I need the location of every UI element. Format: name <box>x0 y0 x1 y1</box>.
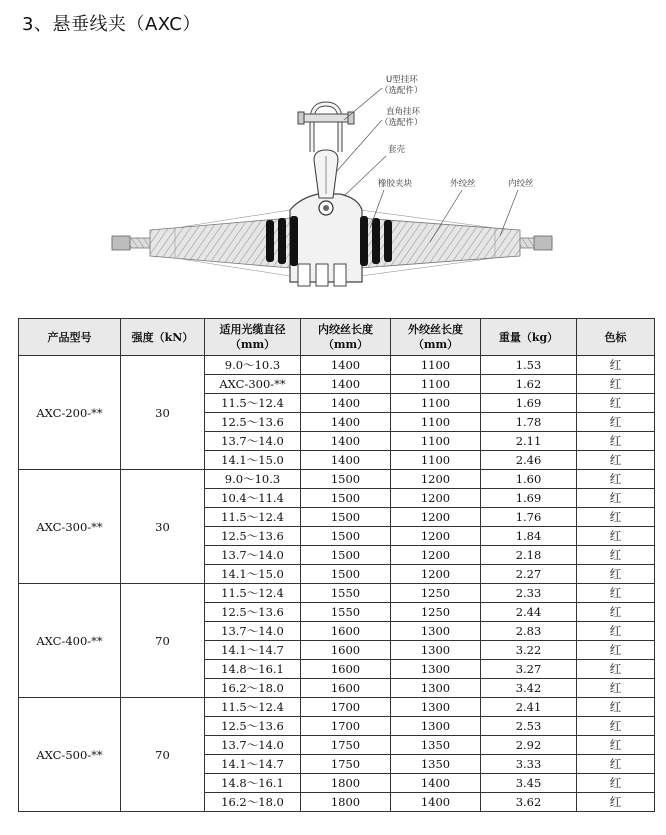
cell-color: 红 <box>577 394 655 413</box>
cell-diameter: 13.7～14.0 <box>205 622 301 641</box>
cell-weight: 3.22 <box>481 641 577 660</box>
table-body <box>19 356 655 812</box>
cell-weight: 2.18 <box>481 546 577 565</box>
cell-outer-length: 1400 <box>391 793 481 812</box>
cell-color: 红 <box>577 451 655 470</box>
cell-inner-length: 1400 <box>301 356 391 375</box>
cell-diameter: 11.5～12.4 <box>205 508 301 527</box>
cell-weight: 3.62 <box>481 793 577 812</box>
label-rubber-insert: 橡胶夹块 <box>378 179 413 189</box>
cell-diameter: 11.5～12.4 <box>205 394 301 413</box>
cell-color: 红 <box>577 698 655 717</box>
cell-inner-length: 1750 <box>301 736 391 755</box>
table-row <box>19 470 655 489</box>
cell-inner-length: 1600 <box>301 679 391 698</box>
cell-color: 红 <box>577 679 655 698</box>
cell-weight: 2.44 <box>481 603 577 622</box>
cell-diameter: 11.5～12.4 <box>205 584 301 603</box>
cell-outer-length: 1100 <box>391 432 481 451</box>
cell-color: 红 <box>577 527 655 546</box>
table-row <box>19 698 655 717</box>
cell-model: AXC-500-** <box>19 698 121 812</box>
cell-inner-length: 1550 <box>301 603 391 622</box>
cell-outer-length: 1250 <box>391 584 481 603</box>
cell-color: 红 <box>577 508 655 527</box>
cell-inner-length: 1500 <box>301 489 391 508</box>
cell-outer-length: 1300 <box>391 622 481 641</box>
cell-color: 红 <box>577 413 655 432</box>
header-outer-length: 外绞丝长度（mm） <box>391 319 481 356</box>
u-shackle <box>298 104 354 152</box>
cell-color: 红 <box>577 717 655 736</box>
cell-inner-length: 1600 <box>301 660 391 679</box>
cell-inner-length: 1600 <box>301 622 391 641</box>
cell-diameter: 11.5～12.4 <box>205 698 301 717</box>
table-row <box>19 356 655 375</box>
cell-diameter: 14.8～16.1 <box>205 774 301 793</box>
cell-weight: 3.45 <box>481 774 577 793</box>
cell-inner-length: 1500 <box>301 508 391 527</box>
cell-diameter: 12.5～13.6 <box>205 527 301 546</box>
cell-weight: 1.76 <box>481 508 577 527</box>
cell-color: 红 <box>577 774 655 793</box>
cell-inner-length: 1700 <box>301 717 391 736</box>
cell-diameter: 13.7～14.0 <box>205 546 301 565</box>
cell-strength: 70 <box>121 698 205 812</box>
cell-color: 红 <box>577 489 655 508</box>
cell-diameter: 16.2～18.0 <box>205 793 301 812</box>
cell-weight: 1.53 <box>481 356 577 375</box>
cell-weight: 1.69 <box>481 489 577 508</box>
cell-outer-length: 1300 <box>391 717 481 736</box>
cell-weight: 1.84 <box>481 527 577 546</box>
cell-outer-length: 1300 <box>391 660 481 679</box>
cell-diameter: 16.2～18.0 <box>205 679 301 698</box>
cell-inner-length: 1500 <box>301 527 391 546</box>
cell-weight: 1.69 <box>481 394 577 413</box>
suspension-clamp-diagram <box>0 60 666 310</box>
cell-weight: 2.92 <box>481 736 577 755</box>
cell-inner-length: 1400 <box>301 394 391 413</box>
cell-color: 红 <box>577 356 655 375</box>
cell-color: 红 <box>577 584 655 603</box>
cell-diameter: 13.7～14.0 <box>205 432 301 451</box>
header-weight: 重量（kg） <box>481 319 577 356</box>
cell-color: 红 <box>577 546 655 565</box>
cell-strength: 30 <box>121 470 205 584</box>
label-inner-rod: 内绞丝 <box>508 179 534 189</box>
cell-weight: 3.27 <box>481 660 577 679</box>
cell-outer-length: 1200 <box>391 546 481 565</box>
cell-outer-length: 1200 <box>391 565 481 584</box>
cell-model: AXC-400-** <box>19 584 121 698</box>
cell-diameter: 14.1～15.0 <box>205 451 301 470</box>
cell-outer-length: 1250 <box>391 603 481 622</box>
cell-weight: 1.60 <box>481 470 577 489</box>
cell-outer-length: 1300 <box>391 679 481 698</box>
label-outer-rod: 外绞丝 <box>450 179 476 189</box>
cell-weight: 1.62 <box>481 375 577 394</box>
cell-diameter: 10.4～11.4 <box>205 489 301 508</box>
cell-diameter: 9.0～10.3 <box>205 356 301 375</box>
cell-strength: 30 <box>121 356 205 470</box>
cell-inner-length: 1700 <box>301 698 391 717</box>
label-housing: 套壳 <box>388 145 406 155</box>
cell-inner-length: 1400 <box>301 375 391 394</box>
cell-weight: 2.46 <box>481 451 577 470</box>
cell-color: 红 <box>577 375 655 394</box>
cell-outer-length: 1100 <box>391 451 481 470</box>
header-model: 产品型号 <box>19 319 121 356</box>
cell-inner-length: 1750 <box>301 755 391 774</box>
cell-diameter: 12.5～13.6 <box>205 603 301 622</box>
cell-outer-length: 1100 <box>391 356 481 375</box>
cell-diameter: 14.1～14.7 <box>205 641 301 660</box>
cell-outer-length: 1400 <box>391 774 481 793</box>
cell-outer-length: 1350 <box>391 755 481 774</box>
cell-outer-length: 1300 <box>391 698 481 717</box>
header-diameter: 适用光缆直径（mm） <box>205 319 301 356</box>
cell-weight: 2.53 <box>481 717 577 736</box>
cell-diameter: 14.8～16.1 <box>205 660 301 679</box>
cell-inner-length: 1400 <box>301 413 391 432</box>
header-color: 色标 <box>577 319 655 356</box>
label-right-angle-ring: 直角挂环 <box>386 107 421 117</box>
cell-weight: 1.78 <box>481 413 577 432</box>
cell-color: 红 <box>577 660 655 679</box>
label-u-ring-optional: （选配件） <box>380 86 423 96</box>
cell-outer-length: 1200 <box>391 489 481 508</box>
cell-outer-length: 1100 <box>391 375 481 394</box>
cell-outer-length: 1350 <box>391 736 481 755</box>
cell-color: 红 <box>577 736 655 755</box>
cell-diameter: AXC-300-** <box>205 375 301 394</box>
cell-outer-length: 1200 <box>391 508 481 527</box>
cell-inner-length: 1800 <box>301 774 391 793</box>
cell-color: 红 <box>577 622 655 641</box>
page-title: 3、悬垂线夹（AXC） <box>22 14 201 35</box>
cell-model: AXC-300-** <box>19 470 121 584</box>
cell-diameter: 13.7～14.0 <box>205 736 301 755</box>
cell-color: 红 <box>577 432 655 451</box>
spec-table <box>18 318 655 812</box>
cell-weight: 2.11 <box>481 432 577 451</box>
table-header-row <box>19 319 655 356</box>
cell-inner-length: 1600 <box>301 641 391 660</box>
cell-inner-length: 1500 <box>301 470 391 489</box>
cell-color: 红 <box>577 641 655 660</box>
cell-weight: 3.42 <box>481 679 577 698</box>
cell-weight: 3.33 <box>481 755 577 774</box>
table-row <box>19 584 655 603</box>
cell-color: 红 <box>577 755 655 774</box>
cell-weight: 2.33 <box>481 584 577 603</box>
cell-inner-length: 1550 <box>301 584 391 603</box>
label-right-angle-ring-optional: （选配件） <box>380 118 423 128</box>
cell-inner-length: 1400 <box>301 432 391 451</box>
cell-weight: 2.83 <box>481 622 577 641</box>
cell-outer-length: 1100 <box>391 413 481 432</box>
cell-inner-length: 1400 <box>301 451 391 470</box>
cell-color: 红 <box>577 565 655 584</box>
header-strength: 强度（kN） <box>121 319 205 356</box>
header-inner-length: 内绞丝长度（mm） <box>301 319 391 356</box>
cell-diameter: 9.0～10.3 <box>205 470 301 489</box>
cell-color: 红 <box>577 603 655 622</box>
cell-outer-length: 1200 <box>391 470 481 489</box>
label-u-ring: U型挂环 <box>386 75 418 85</box>
cell-inner-length: 1500 <box>301 546 391 565</box>
cell-outer-length: 1100 <box>391 394 481 413</box>
cell-diameter: 14.1～14.7 <box>205 755 301 774</box>
cell-diameter: 12.5～13.6 <box>205 717 301 736</box>
cell-weight: 2.41 <box>481 698 577 717</box>
cell-inner-length: 1800 <box>301 793 391 812</box>
cell-strength: 70 <box>121 584 205 698</box>
cell-color: 红 <box>577 793 655 812</box>
cell-outer-length: 1300 <box>391 641 481 660</box>
cell-outer-length: 1200 <box>391 527 481 546</box>
cell-diameter: 12.5～13.6 <box>205 413 301 432</box>
cell-color: 红 <box>577 470 655 489</box>
cell-diameter: 14.1～15.0 <box>205 565 301 584</box>
right-angle-link <box>314 150 338 198</box>
cell-inner-length: 1500 <box>301 565 391 584</box>
cell-model: AXC-200-** <box>19 356 121 470</box>
cell-weight: 2.27 <box>481 565 577 584</box>
